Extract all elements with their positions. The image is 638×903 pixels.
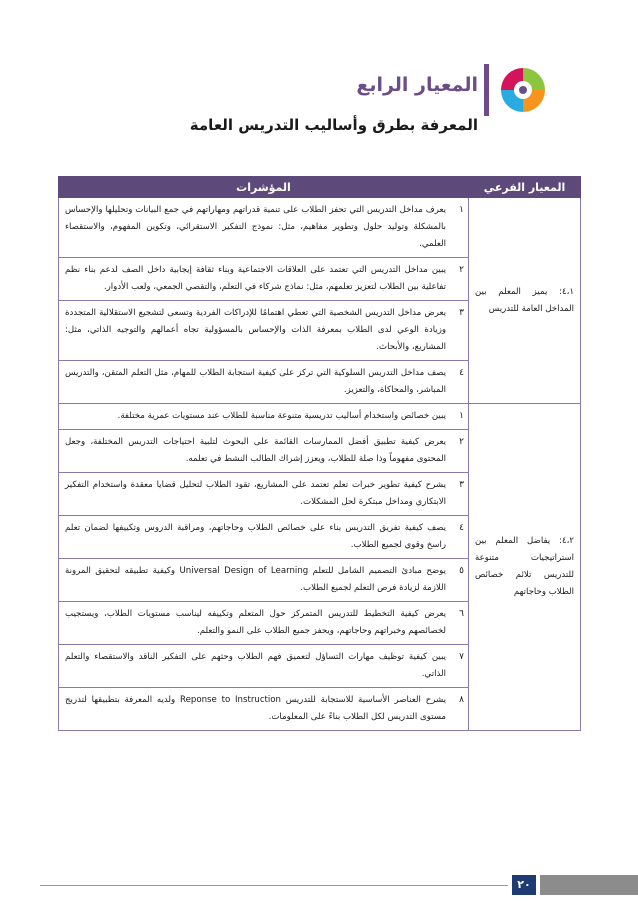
indicator-cell: [59, 602, 469, 645]
indicator-number: ١: [459, 411, 464, 421]
indicator-number: ٣: [459, 480, 464, 490]
indicator-text: يعرف مداخل التدريس التي تحفز الطلاب على تنمية قدراتهم ومهاراتهم في جمع البيانات وتحليلها والإحساس بالمشكلة وتوليد حلول وتطوير مفاهيم، مثل: نموذج التفكير الاستقرائي، وتكوين المفهوم، والاستقصاء العلمي.: [65, 205, 446, 249]
indicator-cell: [59, 301, 469, 361]
standards-table: [58, 176, 581, 731]
column-header-indicators: المؤشرات: [59, 177, 469, 198]
indicator-text: يصف كيفية تفريق التدريس بناء على خصائص الطلاب وحاجاتهم، ومراقبة الدروس وتكييفها لضمان تعلم راسخ وقوي لجميع الطلاب.: [65, 523, 446, 550]
footer-divider: [40, 885, 508, 886]
indicator-text: يوضح مبادئ التصميم الشامل للتعلم Universal Design of Learning وكيفية تطبيقه لتحقيق المرونة اللازمة لزيادة فرص التعلم لجميع الطلاب.: [65, 566, 446, 593]
indicator-cell: [59, 198, 469, 258]
indicator-text: يعرض كيفية التخطيط للتدريس المتمركز حول المتعلم وتكييفه ليناسب مستويات الطلاب، ويستجيب لخصائصهم وخبراتهم وحاجاتهم، ويحفز جميع الطلاب على النمو والتعلم.: [65, 609, 446, 636]
indicator-text: يبين كيفية توظيف مهارات التساؤل لتعميق فهم الطلاب وحثهم على التفكير الناقد والاستقصاء والتعلم الذاتي.: [65, 652, 446, 679]
indicator-number: ١: [459, 205, 464, 215]
page-header: [0, 0, 638, 150]
footer-bar: [540, 875, 638, 895]
standard-title: المعيار الرابع: [356, 74, 478, 96]
standard-subtitle: المعرفة بطرق وأساليب التدريس العامة: [189, 116, 478, 134]
sub-standard-cell: ٤،٢: يفاضل المعلم بين استراتيجيات متنوعة للتدريس تلائم خصائص الطلاب وحاجاتهم: [469, 404, 581, 731]
indicator-number: ٨: [459, 695, 464, 705]
indicator-cell: [59, 361, 469, 404]
indicator-cell: [59, 559, 469, 602]
indicator-cell: [59, 688, 469, 731]
sub-standard-cell: ٤،١: يميز المعلم بين المداخل العامة للتدريس: [469, 198, 581, 404]
indicator-cell: [59, 473, 469, 516]
indicator-number: ٧: [459, 652, 464, 662]
indicator-text: يصف مداخل التدريس السلوكية التي تركز على كيفية استجابة الطلاب للمهام، مثل التعلم المتقن، والتدريس المباشر، والمحاكاة، والتعزيز.: [65, 368, 446, 395]
page-number: ٢٠: [512, 875, 536, 895]
indicator-number: ٢: [459, 265, 464, 275]
indicator-text: يعرض مداخل التدريس الشخصية التي تعطي اهتمامًا للإدراكات الفردية وتسعى لتشجيع الاستقلالية المتجددة وزيادة الوعي لدى الطلاب بمعرفة الذات والإحساس بالمسؤولية تجاه أعمالهم والتوجيه الذاتي، مثل: المشاريع، والأبحاث.: [65, 308, 446, 352]
indicator-text: يشرح العناصر الأساسية للاستجابة للتدريس Reponse to Instruction ولديه المعرفة بتطبيقها لتدريج مستوى التدريس لكل الطلاب بناءً على المعلومات.: [65, 695, 447, 722]
indicator-text: يشرح كيفية تطوير خبرات تعلم تعتمد على المشاريع، تقود الطلاب لتحليل قضايا معقدة واستخدام التفكير الابتكاري ومداخل مبتكرة لحل المشكلات.: [65, 480, 446, 507]
indicator-number: ٤: [459, 523, 464, 533]
indicator-number: ٢: [459, 437, 464, 447]
indicator-cell: [59, 258, 469, 301]
indicator-cell: [59, 404, 469, 430]
indicator-cell: [59, 645, 469, 688]
indicator-text: يعرض كيفية تطبيق أفضل الممارسات القائمة على البحوث لتلبية احتياجات التدريس المختلفة، وجعل المحتوى مفهوماً وذا صلة للطلاب، ويعزز إشراك الطالب النشط في تعلمه.: [65, 437, 446, 464]
table-header-row: [59, 177, 581, 198]
header-accent-bar: [484, 64, 489, 116]
column-header-sub-standard: المعيار الفرعي: [469, 177, 581, 198]
indicator-text: يبين خصائص واستخدام أساليب تدريسية متنوعة مناسبة للطلاب عند مستويات عمرية مختلفة.: [117, 411, 446, 421]
indicator-cell: [59, 430, 469, 473]
indicator-number: ٦: [459, 609, 464, 619]
table-row: [59, 198, 581, 258]
standards-logo-icon: [498, 62, 548, 118]
indicator-text: يبين مداخل التدريس التي تعتمد على العلاقات الاجتماعية وبناء ثقافة إيجابية داخل الصف لدعم بناء نظم تفاعلية بين الطلاب لتعزيز تعلمهم، مثل: نماذج شركاء في التعلم، والتقصي الجمعي، ولعب الأدوار.: [65, 265, 446, 292]
indicator-number: ٥: [459, 566, 464, 576]
indicator-cell: [59, 516, 469, 559]
table-row: [59, 404, 581, 430]
indicator-number: ٤: [459, 368, 464, 378]
indicator-number: ٣: [459, 308, 464, 318]
